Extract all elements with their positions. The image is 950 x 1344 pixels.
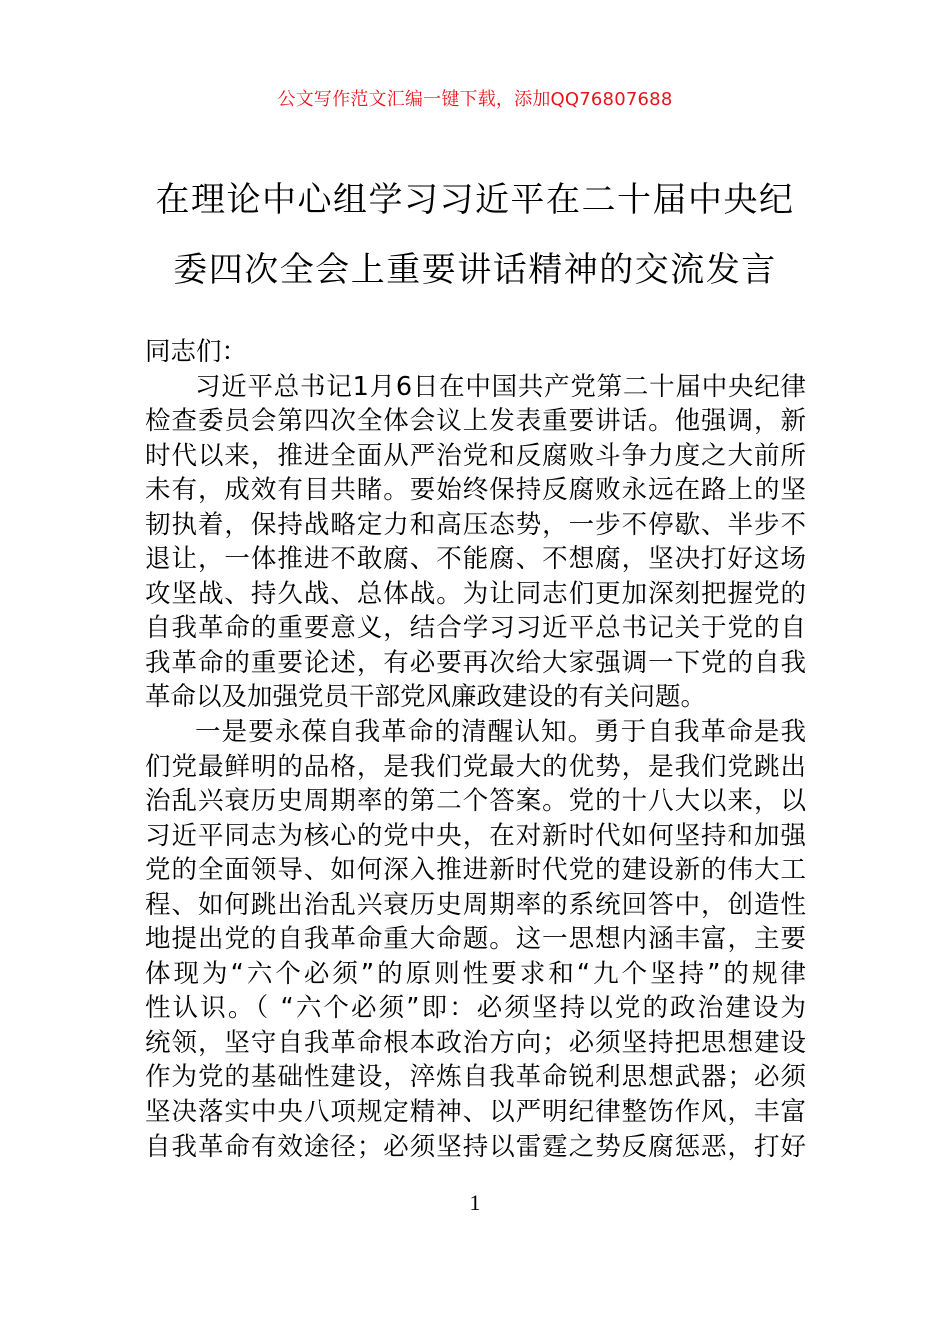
document-title-line-1: 在理论中心组学习习近平在二十届中央纪 bbox=[155, 180, 795, 220]
document-title-line-2: 委四次全会上重要讲话精神的交流发言 bbox=[173, 250, 777, 290]
paragraph-line: 性认识。（ “六个必须”即：必须坚持以党的政治建设为 bbox=[145, 993, 806, 1024]
paragraph-line: 们党最鲜明的品格，是我们党最大的优势，是我们党跳出 bbox=[145, 751, 806, 782]
paragraph-line: 习近平总书记1月6日在中国共产党第二十届中央纪律 bbox=[195, 371, 806, 402]
paragraph bbox=[145, 370, 806, 715]
paragraph-line: 韧执着，保持战略定力和高压态势，一步不停歇、半步不 bbox=[145, 509, 806, 540]
paragraph-line: 时代以来，推进全面从严治党和反腐败斗争力度之大前所 bbox=[145, 440, 806, 471]
salutation: 同志们： bbox=[145, 337, 248, 367]
paragraph-line: 作为党的基础性建设，淬炼自我革命锐利思想武器；必须 bbox=[145, 1062, 806, 1093]
paragraphs bbox=[145, 370, 806, 1165]
paragraph bbox=[145, 715, 806, 1164]
paragraph-line: 治乱兴衰历史周期率的第二个答案。党的十八大以来，以 bbox=[145, 786, 806, 817]
paragraph-line: 攻坚战、持久战、总体战。为让同志们更加深刻把握党的 bbox=[145, 578, 806, 609]
paragraph-line: 检查委员会第四次全体会议上发表重要讲话。他强调，新 bbox=[145, 406, 806, 437]
paragraph-line: 未有，成效有目共睹。要始终保持反腐败永远在路上的坚 bbox=[145, 475, 806, 506]
paragraph-line: 体现为“六个必须”的原则性要求和“九个坚持”的规律 bbox=[145, 958, 806, 989]
paragraph-line: 自我革命的重要意义，结合学习习近平总书记关于党的自 bbox=[145, 613, 806, 644]
promo-header: 公文写作范文汇编一键下载，添加QQ76807688 bbox=[277, 89, 673, 110]
page-number: 1 bbox=[469, 1190, 481, 1215]
paragraph-line: 习近平同志为核心的党中央，在对新时代如何坚持和加强 bbox=[145, 820, 806, 851]
paragraph-line: 坚决落实中央八项规定精神、以严明纪律整饬作风，丰富 bbox=[145, 1097, 806, 1128]
paragraph-line: 党的全面领导、如何深入推进新时代党的建设新的伟大工 bbox=[145, 855, 806, 886]
document-body bbox=[145, 335, 806, 1164]
paragraph-line: 程、如何跳出治乱兴衰历史周期率的系统回答中，创造性 bbox=[145, 889, 806, 920]
paragraph-line: 统领，坚守自我革命根本政治方向；必须坚持把思想建设 bbox=[145, 1027, 806, 1058]
paragraph-line: 退让，一体推进不敢腐、不能腐、不想腐，坚决打好这场 bbox=[145, 544, 806, 575]
paragraph-line: 自我革命有效途径；必须坚持以雷霆之势反腐惩恶，打好 bbox=[145, 1131, 806, 1162]
paragraph-line: 我革命的重要论述，有必要再次给大家强调一下党的自我 bbox=[145, 647, 806, 678]
paragraph-line: 一是要永葆自我革命的清醒认知。勇于自我革命是我 bbox=[195, 717, 806, 748]
paragraph-line: 地提出党的自我革命重大命题。这一思想内涵丰富，主要 bbox=[145, 924, 806, 955]
paragraph-line: 革命以及加强党员干部党风廉政建设的有关问题。 bbox=[145, 682, 707, 713]
